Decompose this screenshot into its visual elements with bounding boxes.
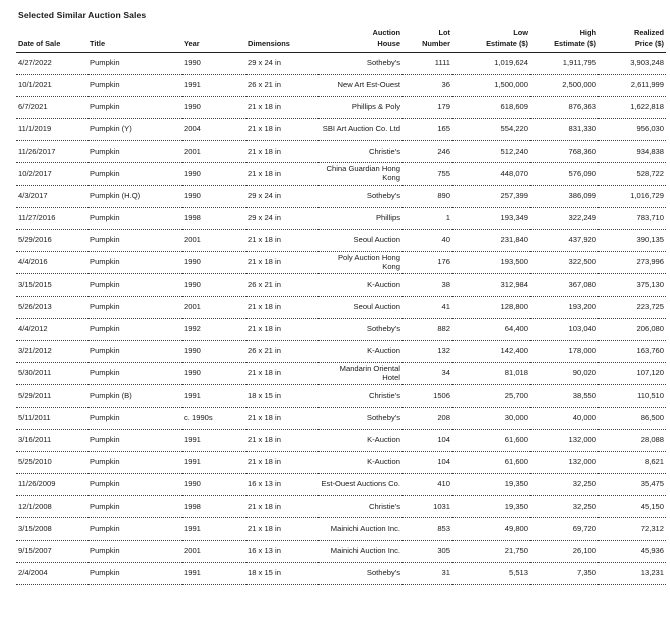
cell-year: 1991 xyxy=(184,434,201,444)
cell-title: Pumpkin xyxy=(90,412,120,422)
cell-high-estimate: 40,000 xyxy=(572,412,596,422)
cell-auction-house: Christie's xyxy=(369,146,400,156)
cell-title: Pumpkin xyxy=(90,301,120,311)
cell-auction-house: Seoul Auction xyxy=(353,235,400,245)
cell-low-estimate: 64,400 xyxy=(504,324,528,334)
cell-date: 4/4/2012 xyxy=(18,324,48,334)
cell-dimensions: 21 x 18 in xyxy=(248,235,281,245)
cell-auction-house: SBI Art Auction Co. Ltd xyxy=(322,124,400,134)
cell-dimensions: 21 x 18 in xyxy=(248,412,281,422)
cell-realized-price: 163,760 xyxy=(636,346,664,356)
cell-high-estimate: 768,360 xyxy=(568,146,596,156)
cell-high-estimate: 178,000 xyxy=(568,346,596,356)
cell-auction-house: Poly Auction Hong Kong xyxy=(337,253,400,271)
cell-year: 1990 xyxy=(184,257,201,267)
cell-date: 4/27/2022 xyxy=(18,57,52,67)
cell-high-estimate: 2,500,000 xyxy=(562,79,596,89)
cell-lot-number: 132 xyxy=(437,346,450,356)
cell-low-estimate: 19,350 xyxy=(504,501,528,511)
cell-dimensions: 18 x 15 in xyxy=(248,390,281,400)
table-row xyxy=(16,119,666,141)
cell-high-estimate: 876,363 xyxy=(568,102,596,112)
cell-realized-price: 528,722 xyxy=(636,168,664,178)
cell-date: 5/25/2010 xyxy=(18,457,52,467)
cell-realized-price: 107,120 xyxy=(636,368,664,378)
header-lot-number: Lot Number xyxy=(422,27,450,48)
cell-low-estimate: 61,600 xyxy=(504,457,528,467)
cell-realized-price: 3,903,248 xyxy=(630,57,664,67)
cell-dimensions: 18 x 15 in xyxy=(248,568,281,578)
table-row xyxy=(16,74,666,96)
cell-realized-price: 110,510 xyxy=(637,390,664,400)
cell-year: 2001 xyxy=(184,146,201,156)
cell-lot-number: 755 xyxy=(437,168,450,178)
table-title: Selected Similar Auction Sales xyxy=(18,10,147,20)
cell-auction-house: Sotheby's xyxy=(366,324,400,334)
cell-realized-price: 28,088 xyxy=(640,434,664,444)
cell-date: 5/29/2016 xyxy=(18,235,52,245)
cell-low-estimate: 1,019,624 xyxy=(494,57,528,67)
cell-low-estimate: 30,000 xyxy=(504,412,528,422)
cell-low-estimate: 193,349 xyxy=(500,213,528,223)
table-row xyxy=(16,52,666,74)
cell-realized-price: 223,725 xyxy=(636,301,664,311)
cell-title: Pumpkin xyxy=(90,213,120,223)
cell-high-estimate: 7,350 xyxy=(576,568,596,578)
header-title: Title xyxy=(90,38,106,48)
cell-title: Pumpkin xyxy=(90,57,120,67)
cell-year: 2001 xyxy=(184,235,201,245)
cell-high-estimate: 386,099 xyxy=(568,190,596,200)
cell-low-estimate: 61,600 xyxy=(504,434,528,444)
cell-year: 1990 xyxy=(184,346,201,356)
cell-auction-house: Sotheby's xyxy=(366,568,400,578)
header-row xyxy=(16,22,666,52)
header-low-estimate: Low Estimate ($) xyxy=(486,27,528,48)
cell-date: 4/3/2017 xyxy=(18,190,48,200)
cell-low-estimate: 25,700 xyxy=(504,390,528,400)
table-row xyxy=(16,296,666,318)
cell-lot-number: 246 xyxy=(437,146,450,156)
cell-year: 1990 xyxy=(184,368,201,378)
cell-lot-number: 1031 xyxy=(433,501,450,511)
cell-low-estimate: 19,350 xyxy=(504,479,528,489)
cell-dimensions: 21 x 18 in xyxy=(248,523,281,533)
table-row xyxy=(16,363,666,385)
cell-lot-number: 890 xyxy=(437,190,450,200)
cell-realized-price: 45,936 xyxy=(640,545,664,555)
cell-auction-house: Mandarin Oriental Hotel xyxy=(339,364,400,382)
table-row xyxy=(16,274,666,296)
cell-dimensions: 21 x 18 in xyxy=(248,257,281,267)
cell-date: 12/1/2008 xyxy=(18,501,52,511)
cell-high-estimate: 322,249 xyxy=(568,213,596,223)
cell-year: 1990 xyxy=(184,168,201,178)
cell-auction-house: K-Auction xyxy=(367,346,400,356)
cell-dimensions: 21 x 18 in xyxy=(248,146,281,156)
cell-lot-number: 208 xyxy=(437,412,450,422)
table-row xyxy=(16,340,666,362)
cell-year: 2001 xyxy=(184,301,201,311)
cell-high-estimate: 32,250 xyxy=(572,479,596,489)
cell-title: Pumpkin xyxy=(90,324,120,334)
cell-realized-price: 390,135 xyxy=(636,235,664,245)
cell-realized-price: 86,500 xyxy=(640,412,664,422)
cell-realized-price: 2,611,999 xyxy=(630,79,664,89)
cell-date: 5/26/2013 xyxy=(18,301,52,311)
cell-title: Pumpkin xyxy=(90,346,120,356)
cell-dimensions: 29 x 24 in xyxy=(248,213,281,223)
cell-title: Pumpkin xyxy=(90,479,120,489)
cell-dimensions: 21 x 18 in xyxy=(248,301,281,311)
cell-title: Pumpkin xyxy=(90,257,120,267)
cell-dimensions: 21 x 18 in xyxy=(248,501,281,511)
auction-sales-table xyxy=(16,22,666,585)
table-row xyxy=(16,163,666,185)
table-row xyxy=(16,96,666,118)
cell-high-estimate: 132,000 xyxy=(568,457,596,467)
table-row xyxy=(16,451,666,473)
cell-year: 1990 xyxy=(184,279,201,289)
header-year: Year xyxy=(184,38,200,48)
cell-dimensions: 21 x 18 in xyxy=(248,124,281,134)
cell-title: Pumpkin xyxy=(90,457,120,467)
cell-low-estimate: 231,840 xyxy=(500,235,528,245)
cell-date: 11/27/2016 xyxy=(18,213,56,223)
cell-title: Pumpkin xyxy=(90,501,120,511)
table-row xyxy=(16,185,666,207)
cell-auction-house: New Art Est-Ouest xyxy=(337,79,400,89)
cell-lot-number: 104 xyxy=(437,457,450,467)
cell-low-estimate: 257,399 xyxy=(500,190,528,200)
cell-high-estimate: 32,250 xyxy=(572,501,596,511)
cell-title: Pumpkin xyxy=(90,146,120,156)
cell-year: 2001 xyxy=(184,545,201,555)
cell-auction-house: Sotheby's xyxy=(366,57,400,67)
cell-low-estimate: 448,070 xyxy=(500,168,528,178)
cell-year: 1990 xyxy=(184,57,201,67)
cell-auction-house: Sotheby's xyxy=(366,412,400,422)
cell-title: Pumpkin xyxy=(90,168,120,178)
cell-dimensions: 21 x 18 in xyxy=(248,368,281,378)
cell-high-estimate: 103,040 xyxy=(568,324,596,334)
cell-low-estimate: 21,750 xyxy=(504,545,528,555)
cell-dimensions: 16 x 13 in xyxy=(248,545,281,555)
cell-realized-price: 35,475 xyxy=(640,479,664,489)
cell-title: Pumpkin xyxy=(90,523,120,533)
cell-dimensions: 29 x 24 in xyxy=(248,57,281,67)
table-row xyxy=(16,207,666,229)
cell-date: 3/16/2011 xyxy=(18,434,52,444)
cell-dimensions: 16 x 13 in xyxy=(248,479,281,489)
table-row xyxy=(16,141,666,163)
cell-lot-number: 40 xyxy=(441,235,450,245)
cell-date: 3/15/2008 xyxy=(18,523,52,533)
cell-lot-number: 104 xyxy=(437,434,450,444)
cell-dimensions: 26 x 21 in xyxy=(248,346,281,356)
cell-date: 5/11/2011 xyxy=(18,412,51,422)
table-row xyxy=(16,252,666,274)
cell-high-estimate: 367,080 xyxy=(568,279,596,289)
cell-low-estimate: 554,220 xyxy=(500,124,528,134)
cell-date: 11/26/2017 xyxy=(18,146,56,156)
cell-auction-house: Phillips & Poly xyxy=(351,102,400,112)
cell-date: 9/15/2007 xyxy=(18,545,52,555)
cell-year: 2004 xyxy=(184,124,201,134)
cell-date: 4/4/2016 xyxy=(18,257,48,267)
header-realized-price: Realized Price ($) xyxy=(634,27,664,48)
cell-year: 1990 xyxy=(184,102,201,112)
cell-low-estimate: 193,500 xyxy=(500,257,528,267)
cell-dimensions: 29 x 24 in xyxy=(248,190,281,200)
header-dimensions: Dimensions xyxy=(248,38,290,48)
cell-dimensions: 21 x 18 in xyxy=(248,168,281,178)
cell-realized-price: 72,312 xyxy=(640,523,664,533)
cell-lot-number: 41 xyxy=(441,301,450,311)
cell-low-estimate: 142,400 xyxy=(500,346,528,356)
cell-title: Pumpkin xyxy=(90,434,120,444)
cell-auction-house: Mainichi Auction Inc. xyxy=(330,523,400,533)
cell-title: Pumpkin xyxy=(90,568,120,578)
cell-auction-house: Mainichi Auction Inc. xyxy=(330,545,400,555)
cell-lot-number: 34 xyxy=(441,368,450,378)
cell-date: 6/7/2021 xyxy=(18,102,48,112)
cell-title: Pumpkin xyxy=(90,368,120,378)
cell-lot-number: 38 xyxy=(441,279,450,289)
cell-auction-house: K-Auction xyxy=(367,457,400,467)
cell-title: Pumpkin (B) xyxy=(90,390,132,400)
cell-realized-price: 1,016,729 xyxy=(630,190,664,200)
cell-auction-house: Christie's xyxy=(369,501,400,511)
cell-auction-house: K-Auction xyxy=(367,279,400,289)
cell-realized-price: 783,710 xyxy=(636,213,664,223)
cell-title: Pumpkin (H.Q) xyxy=(90,190,141,200)
cell-year: 1990 xyxy=(184,479,201,489)
cell-high-estimate: 322,500 xyxy=(568,257,596,267)
cell-realized-price: 375,130 xyxy=(636,279,664,289)
cell-auction-house: Sotheby's xyxy=(366,190,400,200)
cell-lot-number: 165 xyxy=(437,124,450,134)
cell-year: 1998 xyxy=(184,213,201,223)
cell-realized-price: 8,621 xyxy=(644,457,664,467)
cell-year: 1992 xyxy=(184,324,201,334)
cell-high-estimate: 193,200 xyxy=(568,301,596,311)
cell-realized-price: 1,622,818 xyxy=(630,102,664,112)
cell-realized-price: 45,150 xyxy=(640,501,664,511)
table-row xyxy=(16,474,666,496)
cell-auction-house: Est-Ouest Auctions Co. xyxy=(321,479,400,489)
cell-lot-number: 853 xyxy=(437,523,450,533)
cell-auction-house: Christie's xyxy=(369,390,400,400)
cell-year: 1991 xyxy=(184,523,201,533)
cell-high-estimate: 132,000 xyxy=(568,434,596,444)
cell-date: 3/15/2015 xyxy=(18,279,52,289)
cell-low-estimate: 512,240 xyxy=(500,146,528,156)
header-date: Date of Sale xyxy=(18,38,61,48)
cell-dimensions: 26 x 21 in xyxy=(248,79,281,89)
cell-lot-number: 410 xyxy=(437,479,450,489)
cell-low-estimate: 5,513 xyxy=(508,568,528,578)
cell-year: 1998 xyxy=(184,501,201,511)
cell-high-estimate: 831,330 xyxy=(568,124,596,134)
table-row xyxy=(16,496,666,518)
cell-lot-number: 1506 xyxy=(433,390,450,400)
cell-high-estimate: 69,720 xyxy=(572,523,596,533)
cell-title: Pumpkin xyxy=(90,279,120,289)
cell-high-estimate: 90,020 xyxy=(572,368,596,378)
cell-lot-number: 305 xyxy=(437,545,450,555)
cell-year: 1990 xyxy=(184,190,201,200)
cell-date: 11/26/2009 xyxy=(18,479,56,489)
cell-low-estimate: 81,018 xyxy=(504,368,528,378)
cell-dimensions: 21 x 18 in xyxy=(248,324,281,334)
cell-lot-number: 882 xyxy=(437,324,450,334)
cell-date: 5/29/2011 xyxy=(18,390,52,400)
cell-year: 1991 xyxy=(184,390,201,400)
cell-year: c. 1990s xyxy=(184,412,213,422)
cell-realized-price: 206,080 xyxy=(636,324,664,334)
cell-high-estimate: 437,920 xyxy=(568,235,596,245)
table-row xyxy=(16,540,666,562)
cell-low-estimate: 312,984 xyxy=(500,279,528,289)
cell-title: Pumpkin (Y) xyxy=(90,124,132,134)
cell-low-estimate: 1,500,000 xyxy=(494,79,528,89)
cell-title: Pumpkin xyxy=(90,235,120,245)
cell-high-estimate: 1,911,795 xyxy=(562,57,596,67)
cell-date: 5/30/2011 xyxy=(18,368,52,378)
table-row xyxy=(16,385,666,407)
cell-year: 1991 xyxy=(184,79,201,89)
table-row xyxy=(16,230,666,252)
cell-low-estimate: 49,800 xyxy=(504,523,528,533)
table-row xyxy=(16,407,666,429)
header-high-estimate: High Estimate ($) xyxy=(554,27,596,48)
cell-realized-price: 934,838 xyxy=(636,146,664,156)
cell-date: 10/1/2021 xyxy=(18,79,52,89)
cell-date: 2/4/2004 xyxy=(18,568,48,578)
cell-realized-price: 13,231 xyxy=(640,568,664,578)
cell-low-estimate: 128,800 xyxy=(500,301,528,311)
cell-lot-number: 179 xyxy=(437,102,450,112)
cell-title: Pumpkin xyxy=(90,102,120,112)
cell-lot-number: 1111 xyxy=(434,57,450,67)
cell-high-estimate: 26,100 xyxy=(572,545,596,555)
cell-auction-house: China Guardian Hong Kong xyxy=(326,164,400,183)
cell-date: 11/1/2019 xyxy=(18,124,52,134)
cell-date: 10/2/2017 xyxy=(18,168,52,178)
cell-lot-number: 176 xyxy=(437,257,450,267)
cell-year: 1991 xyxy=(184,568,201,578)
cell-dimensions: 26 x 21 in xyxy=(248,279,281,289)
table-row xyxy=(16,429,666,451)
table-row xyxy=(16,318,666,340)
cell-dimensions: 21 x 18 in xyxy=(248,102,281,112)
cell-lot-number: 31 xyxy=(441,568,450,578)
cell-realized-price: 273,996 xyxy=(636,257,664,267)
cell-title: Pumpkin xyxy=(90,79,120,89)
cell-auction-house: K-Auction xyxy=(367,434,400,444)
cell-high-estimate: 576,090 xyxy=(568,168,596,178)
cell-date: 3/21/2012 xyxy=(18,346,52,356)
cell-lot-number: 36 xyxy=(441,79,450,89)
table-row xyxy=(16,518,666,540)
cell-title: Pumpkin xyxy=(90,545,120,555)
cell-auction-house: Phillips xyxy=(375,213,400,223)
cell-auction-house: Seoul Auction xyxy=(353,301,400,311)
cell-lot-number: 1 xyxy=(445,213,450,223)
cell-low-estimate: 618,609 xyxy=(500,102,528,112)
cell-dimensions: 21 x 18 in xyxy=(248,434,281,444)
header-auction-house: Auction House xyxy=(372,27,400,48)
table-row xyxy=(16,562,666,584)
cell-realized-price: 956,030 xyxy=(636,124,664,134)
cell-high-estimate: 38,550 xyxy=(572,390,596,400)
cell-year: 1991 xyxy=(184,457,201,467)
cell-dimensions: 21 x 18 in xyxy=(248,457,281,467)
